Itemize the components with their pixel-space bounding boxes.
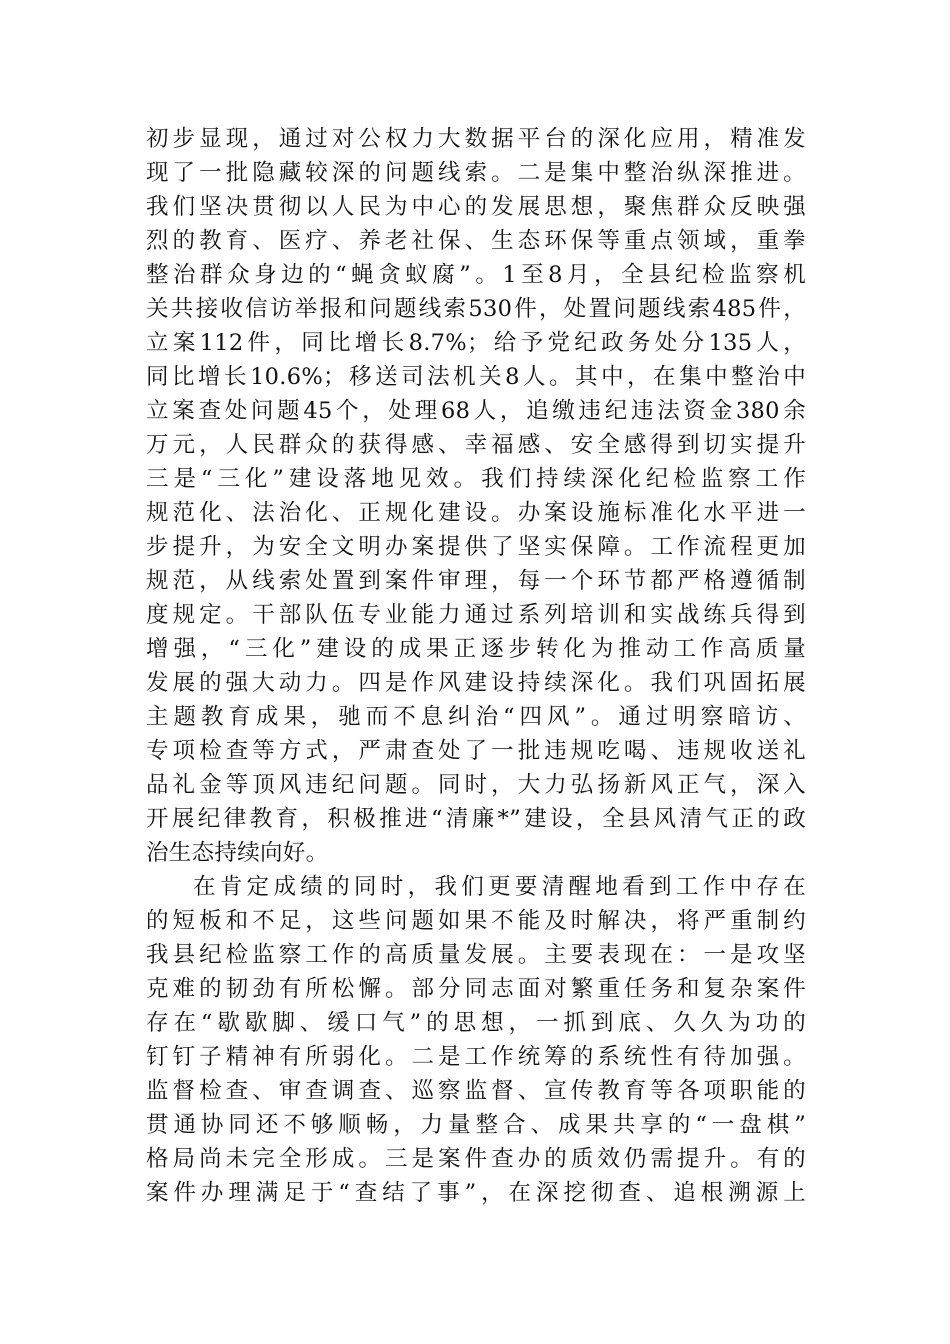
text-line: 关共接收信访举报和问题线索530件，处置问题线索485件， <box>146 296 806 322</box>
text-line: 增强，“三化”建设的成果正逐步转化为推动工作高质量 <box>146 636 806 662</box>
text-line: 发展的强大动力。四是作风建设持续深化。我们巩固拓展 <box>146 670 806 696</box>
text-line: 我县纪检监察工作的高质量发展。主要表现在：一是攻坚 <box>146 942 806 968</box>
text-line: 格局尚未完全形成。三是案件查办的质效仍需提升。有的 <box>146 1146 806 1172</box>
text-line: 主题教育成果，驰而不息纠治“四风”。通过明察暗访、 <box>146 704 806 730</box>
text-line: 品礼金等顶风违纪问题。同时，大力弘扬新风正气，深入 <box>146 772 806 798</box>
text-line: 整治群众身边的“蝇贪蚁腐”。1至8月，全县纪检监察机 <box>146 262 806 288</box>
text-line: 贯通协同还不够顺畅，力量整合、成果共享的“一盘棋” <box>146 1112 806 1138</box>
text-line: 治生态持续向好。 <box>146 840 329 866</box>
text-line: 三是“三化”建设落地见效。我们持续深化纪检监察工作 <box>146 466 806 492</box>
paragraph-2 <box>146 870 806 1210</box>
text-line: 规范，从线索处置到案件审理，每一个环节都严格遵循制 <box>146 568 806 594</box>
text-line: 初步显现，通过对公权力大数据平台的深化应用，精准发 <box>146 126 806 152</box>
document-page <box>146 122 806 1210</box>
text-line: 万元，人民群众的获得感、幸福感、安全感得到切实提升 <box>146 432 806 458</box>
text-line: 监督检查、审查调查、巡察监督、宣传教育等各项职能的 <box>146 1078 806 1104</box>
text-line: 步提升，为安全文明办案提供了坚实保障。工作流程更加 <box>146 534 806 560</box>
text-line: 烈的教育、医疗、养老社保、生态环保等重点领域，重拳 <box>146 228 806 254</box>
text-line: 钉钉子精神有所弱化。二是工作统筹的系统性有待加强。 <box>146 1044 806 1070</box>
text-line: 专项检查等方式，严肃查处了一批违规吃喝、违规收送礼 <box>146 738 806 764</box>
paragraph-1 <box>146 122 806 870</box>
text-line: 存在“歇歇脚、缓口气”的思想，一抓到底、久久为功的 <box>146 1010 806 1036</box>
text-line: 开展纪律教育，积极推进“清廉*”建设，全县风清气正的政 <box>146 806 806 832</box>
text-line: 案件办理满足于“查结了事”，在深挖彻查、追根溯源上 <box>146 1180 806 1206</box>
text-line: 现了一批隐藏较深的问题线索。二是集中整治纵深推进。 <box>146 160 806 186</box>
text-line: 度规定。干部队伍专业能力通过系列培训和实战练兵得到 <box>146 602 806 628</box>
text-line: 立案112件，同比增长8.7%；给予党纪政务处分135人， <box>146 330 806 356</box>
text-line: 同比增长10.6%；移送司法机关8人。其中，在集中整治中 <box>146 364 806 390</box>
text-line: 我们坚决贯彻以人民为中心的发展思想，聚焦群众反映强 <box>146 194 806 220</box>
text-line: 在肯定成绩的同时，我们更要清醒地看到工作中存在 <box>193 874 806 900</box>
text-line: 规范化、法治化、正规化建设。办案设施标准化水平进一 <box>146 500 806 526</box>
text-line: 的短板和不足，这些问题如果不能及时解决，将严重制约 <box>146 908 806 934</box>
text-line: 克难的韧劲有所松懈。部分同志面对繁重任务和复杂案件 <box>146 976 806 1002</box>
text-line: 立案查处问题45个，处理68人，追缴违纪违法资金380余 <box>146 398 806 424</box>
